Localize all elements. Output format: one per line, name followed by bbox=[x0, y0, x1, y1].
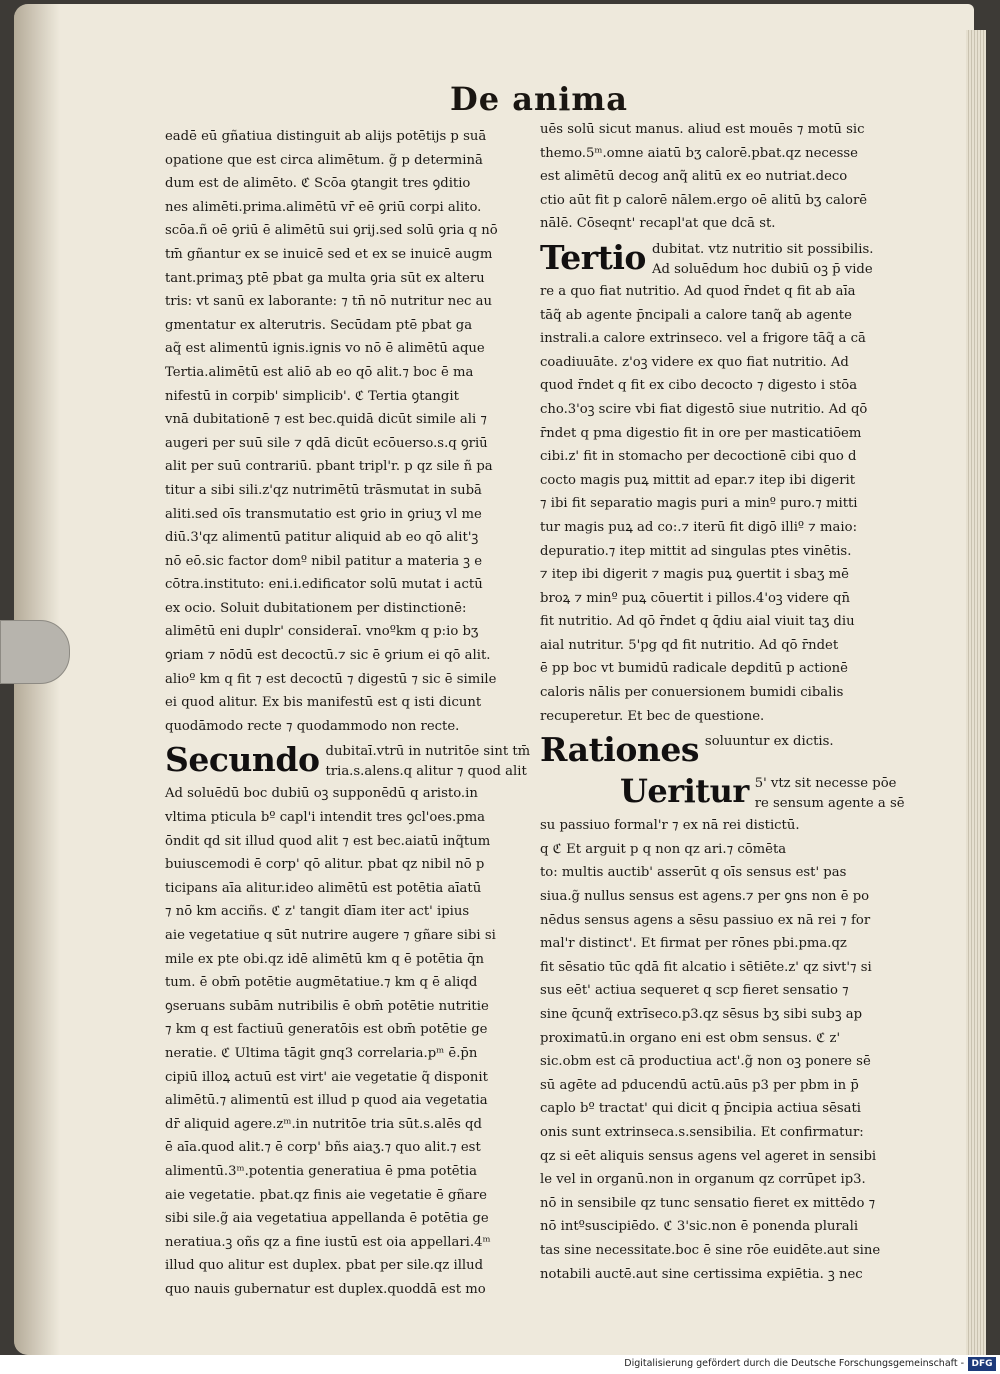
text-line: caloris nālis per conuersionem bumidi cibalis bbox=[540, 685, 844, 701]
text-line: tant.primaʒ ptē pbat ga multa ꝯria sūt ex alteru bbox=[165, 270, 485, 286]
text-line: ꝯseruans subām nutribilis ē obm̄ potētie nutritie bbox=[165, 998, 489, 1014]
text-line: sine q̄cunq̃ extrīseco.p3.qz sēsus bʒ sibi subꝫ ap bbox=[540, 1007, 863, 1022]
text-line: cibi.z' fit in stomacho per decoctionē cibi quo d bbox=[540, 449, 857, 465]
text-line: aie vegetatiue q sūt nutrire augere ⁊ gñare sibi si bbox=[165, 928, 496, 943]
text-line: caplo bº tractat' qui dicit q p̄ncipia actiua sēsati bbox=[540, 1101, 862, 1117]
right-text-block-2 bbox=[540, 280, 912, 728]
text-line: cocto magis puꝝ mittit ad epar.⁊ itep ibi digerit bbox=[540, 472, 856, 488]
text-line: coadiuuāte. z'oꝫ videre ex quo fiat nutritio. Ad bbox=[540, 354, 849, 370]
section-side-text: soluuntur ex dictis. bbox=[704, 734, 834, 750]
section-title: Tertio bbox=[540, 237, 646, 277]
text-line: sus eēt' actiua sequeret q scp fieret sensatio ⁊ bbox=[540, 983, 849, 999]
text-line: alioº km q fit ⁊ est decoctū ⁊ digestū ⁊ sic ē simile bbox=[165, 671, 497, 687]
text-line: cho.3'oꝫ scire vbi fiat digestō siue nutritio. Ad qō bbox=[540, 401, 868, 417]
text-line: dr̄ aliquid agere.zᵐ.in nutritōe tria sūt.s.alēs qd bbox=[165, 1116, 482, 1132]
text-line: nō intºsuscipiēdo. ℭ 3'sic.non ē ponenda plurali bbox=[540, 1219, 859, 1235]
section-heading-veritur bbox=[540, 772, 912, 814]
text-line: eadē eū gñatiua distinguit ab alijs potētijs p suā bbox=[165, 129, 487, 144]
footer-bar bbox=[0, 1355, 1000, 1374]
text-line: neratie. ℭ Ultima tāgit gnq3 correlaria.pᵐ ē.p̄n bbox=[165, 1045, 478, 1061]
text-line: neratiua.ꝫ oñs qz a fine iustū est oia appellari.4ᵐ bbox=[165, 1234, 491, 1250]
book-clamp bbox=[0, 620, 70, 684]
text-line: illud quo alitur est duplex. pbat per sile.qz illud bbox=[165, 1258, 484, 1274]
funding-credit: Digitalisierung gefördert durch die Deutsche Forschungsgemeinschaft - bbox=[624, 1358, 964, 1369]
text-line: Ad soluēdū boc dubiū oꝫ supponēdū q aristo.in bbox=[165, 786, 478, 802]
text-line: ⁊ itep ibi digerit ⁊ magis puꝝ ꝯuertit i sbaʒ mē bbox=[540, 567, 849, 583]
text-line: diū.3'qz alimentū patitur aliquid ab eo qō alit'ꝫ bbox=[165, 530, 479, 546]
text-line: tāq̃ ab agente p̄ncipali a calore tanq̃ ab agente bbox=[540, 307, 852, 323]
text-line: cōtra.instituto: eni.i.edificator solū mutat i actū bbox=[165, 577, 483, 593]
text-line: ei quod alitur. Ex bis manifestū est q isti dicunt bbox=[165, 695, 482, 711]
text-line: mal'r distinct'. Et firmat per rōnes pbi.pma.qz bbox=[540, 936, 847, 952]
text-line: ꝯriam ⁊ nōdū est decoctū.⁊ sic ē ꝯrium ei qō alit. bbox=[165, 648, 491, 664]
text-line: nēdus sensus agens a sēsu passiuo ex nā rei ⁊ for bbox=[540, 912, 871, 928]
text-line: ē aīa.quod alit.⁊ ē corp' bñs aiaʒ.⁊ quo alit.⁊ est bbox=[165, 1140, 481, 1156]
text-line: ⁊ km q est factiuū generatōis est obm̄ potētie ge bbox=[165, 1022, 488, 1038]
text-line: ex ocio. Soluit dubitationem per distinctionē: bbox=[165, 600, 467, 616]
text-line: alimētū eni duplr' consideraī. vnoºkm q p:io bʒ bbox=[165, 624, 479, 640]
text-line: titur a sibi sili.z'qz nutrimētū trāsmutat in subā bbox=[165, 482, 482, 498]
section-side-text: dubitaī.vtrū in nutritōe sint tm̄ tria.s.alens.q alitur ⁊ quod alit bbox=[325, 744, 531, 780]
text-line: quodāmodo recte ⁊ quodammodo non recte. bbox=[165, 718, 460, 734]
text-line: themo.5ᵐ.omne aiatū bʒ calorē.pbat.qz necesse bbox=[540, 145, 858, 161]
text-line: tm̄ gñantur ex se inuicē sed et ex se inuicē augm bbox=[165, 246, 493, 262]
text-line: ⁊ nō km acciñs. ℭ z' tangit dīam iter act' ipius bbox=[165, 904, 470, 920]
text-line: dum est de alimēto. ℭ Scōa ꝯtangit tres ꝯditio bbox=[165, 176, 471, 192]
text-line: sibi sile.g̃ aia vegetatiua appellanda ē potētia ge bbox=[165, 1211, 489, 1227]
text-line: fit nutritio. Ad qō r̄ndet q q̄diu aial viuit taʒ diu bbox=[540, 614, 855, 630]
text-line: tris: vt sanū ex laborante: ⁊ tn̄ nō nutritur nec au bbox=[165, 294, 492, 310]
text-line: scōa.ñ oē ꝯriū ē alimētū sui ꝯrij.sed solū ꝯria q nō bbox=[165, 223, 498, 239]
text-line: alimentū.3ᵐ.potentia generatiua ē pma potētia bbox=[165, 1163, 477, 1179]
text-line: r̄ndet q pma digestio fit in ore per masticatiōem bbox=[540, 425, 862, 441]
text-line: siua.g̃ nullus sensus est agens.⁊ per ꝯns non ē po bbox=[540, 889, 870, 905]
text-line: broꝝ ⁊ minº puꝝ cōuertit i pillos.4'oꝫ videre qn̄ bbox=[540, 590, 850, 606]
text-line: sū agēte ad pducendū actū.aūs p3 per pbm in p̄ bbox=[540, 1077, 859, 1093]
text-line: tur magis puꝝ ad co:.⁊ iterū fit digō illiº ⁊ maio: bbox=[540, 519, 858, 535]
text-line: ticipans aīa alitur.ideo alimētū est potētia aīatū bbox=[165, 880, 482, 896]
text-line: nō in sensibile qz tunc sensatio fieret ex mittēdo ⁊ bbox=[540, 1195, 876, 1211]
text-line: onis sunt extrinseca.s.sensibilia. Et confirmatur: bbox=[540, 1124, 864, 1140]
text-line: to: multis auctib' asserūt q oīs sensus est' pas bbox=[540, 865, 847, 881]
text-line: tas sine necessitate.boc ē sine rōe euidēte.aut sine bbox=[540, 1242, 881, 1258]
section-side-text: dubitat. vtz nutritio sit possibilis. Ad soluēdum hoc dubiū oꝫ p̄ vide bbox=[651, 241, 874, 277]
text-line: ōndit qd sit illud quod alit ⁊ est bec.aiatū inq̃tum bbox=[165, 833, 491, 849]
text-line: notabili auctē.aut sine certissima expiētia. ꝫ nec bbox=[540, 1266, 863, 1282]
text-line: augeri per suū sile ⁊ qdā dicūt ecōuerso.s.q ꝯriū bbox=[165, 435, 488, 451]
page-edges bbox=[966, 30, 986, 1355]
section-title: Rationes bbox=[540, 730, 699, 770]
text-line: alimētū.⁊ alimentū est illud p quod aia vegetatia bbox=[165, 1093, 488, 1109]
text-line: sic.obm est cā productiua act'.g̃ non oꝫ ponere sē bbox=[540, 1054, 871, 1070]
text-line: opatione que est circa alimētum. g̃ p determinā bbox=[165, 152, 483, 168]
section-heading-tertio bbox=[540, 238, 912, 280]
text-line: quod r̄ndet q fit ex cibo decocto ⁊ digesto i stōa bbox=[540, 378, 858, 394]
text-line: aq̃ est alimentū ignis.ignis vo nō ē alimētū aque bbox=[165, 341, 485, 357]
text-line: su passiuo formal'r ⁊ ex nā rei distictū. bbox=[540, 818, 800, 834]
text-line: qz si eēt aliquis sensus agens vel ageret in sensibi bbox=[540, 1148, 877, 1164]
left-column bbox=[165, 125, 531, 1302]
text-line: ⁊ ibi fit separatio magis puri a minº puro.⁊ mitti bbox=[540, 496, 858, 512]
text-line: buiuscemodi ē corp' qō alitur. pbat qz nibil nō p bbox=[165, 857, 485, 873]
text-line: recuperetur. Et bec de questione. bbox=[540, 708, 765, 724]
right-column bbox=[540, 118, 912, 1286]
text-line: fit sēsatio tūc qdā fit alcatio i sētiēte.z' qz sivt'⁊ si bbox=[540, 959, 872, 975]
text-line: uēs solū sicut manus. aliud est mouēs ⁊ motū sic bbox=[540, 122, 865, 137]
running-head: De anima bbox=[450, 80, 628, 118]
text-line: ē pp boc vt bumidū radicale deꝑditū p actionē bbox=[540, 661, 848, 677]
text-line: tum. ē obm̄ potētie augmētatiue.⁊ km q ē aliqd bbox=[165, 975, 478, 991]
text-line: cipiū illoꝝ actuū est virt' aie vegetatie q̃ disponit bbox=[165, 1069, 488, 1085]
text-line: quo nauis gubernatur est duplex.quoddā est mo bbox=[165, 1281, 486, 1297]
section-title: Secundo bbox=[165, 740, 320, 780]
dfg-logo: DFG bbox=[968, 1357, 996, 1371]
text-line: vnā dubitationē ⁊ est bec.quidā dicūt simile ali ⁊ bbox=[165, 412, 487, 428]
text-line: alit per suū contrariū. pbant tripl'r. p qz sile ñ pa bbox=[165, 459, 493, 475]
text-line: q ℭ Et arguit p q non qz ari.⁊ cōmēta bbox=[540, 841, 787, 857]
text-line: aliti.sed oīs transmutatio est ꝯrio in ꝯriuʒ vl me bbox=[165, 506, 482, 522]
right-text-block-1 bbox=[540, 118, 912, 236]
text-line: nō eō.sic factor domº nibil patitur a materia ꝫ e bbox=[165, 553, 482, 569]
text-line: Tertia.alimētū est aliō ab eo qō alit.⁊ boc ē ma bbox=[165, 364, 474, 380]
right-text-block-3 bbox=[540, 814, 912, 1286]
text-line: ctio aūt fit p calorē nālem.ergo oē alitū bʒ calorē bbox=[540, 192, 868, 208]
text-line: nālē. Cōseqnt' recapl'at que dcā st. bbox=[540, 216, 776, 232]
text-line: gmentatur ex alterutris. Secūdam ptē pbat ga bbox=[165, 317, 473, 333]
section-title: Ueritur bbox=[620, 772, 749, 811]
text-line: nes alimēti.prima.alimētū vr̄ eē ꝯriū corpi alito. bbox=[165, 199, 482, 215]
text-line: nifestū in corpib' simplicib'. ℭ Tertia ꝯtangit bbox=[165, 388, 459, 404]
text-line: re a quo fiat nutritio. Ad quod r̄ndet q fit ab aīa bbox=[540, 283, 856, 299]
text-line: instrali.a calore extrinseco. vel a frigore tāq̃ a cā bbox=[540, 331, 866, 347]
text-line: proximatū.in organo eni est obm sensus. ℭ z' bbox=[540, 1030, 841, 1046]
text-line: vltima pticula bº capl'i intendit tres ꝯcl'oes.pma bbox=[165, 810, 485, 826]
left-text-block-1 bbox=[165, 125, 525, 738]
left-text-block-2 bbox=[165, 782, 525, 1301]
text-line: le vel in organū.non in organum qz corrūpet ip3. bbox=[540, 1172, 866, 1188]
text-line: aial nutritur. 5'pg qd fit nutritio. Ad qō r̄ndet bbox=[540, 637, 839, 653]
text-line: depuratio.⁊ itep mittit ad singulas ptes vinētis. bbox=[540, 543, 852, 559]
section-side-text: 5' vtz sit necesse pōe re sensum agente a sē bbox=[754, 776, 905, 812]
text-line: aie vegetatie. pbat.qz finis aie vegetatie ē gñare bbox=[165, 1187, 487, 1203]
section-heading-rationes bbox=[540, 730, 912, 770]
text-line: est alimētū decog anq̃ alitū ex eo nutriat.deco bbox=[540, 169, 848, 185]
section-heading-secundo bbox=[165, 740, 531, 782]
text-line: mile ex pte obi.qz idē alimētū km q ē potētia q̄n bbox=[165, 951, 485, 967]
